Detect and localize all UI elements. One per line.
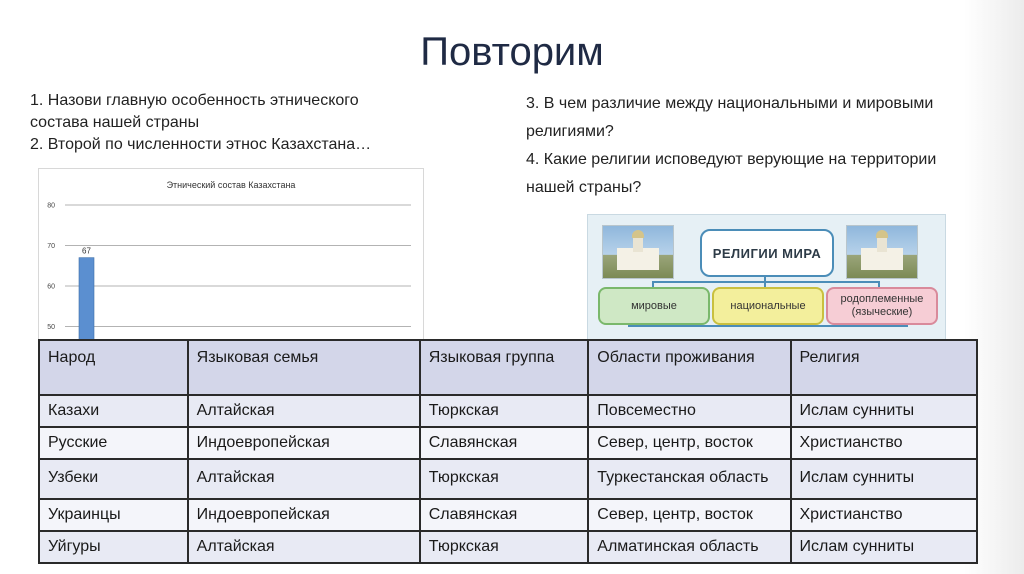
table-cell: Славянская: [420, 427, 589, 459]
table-row: [39, 531, 977, 563]
y-tick-label: 60: [47, 283, 55, 291]
table-header-row: [39, 340, 977, 395]
category-national: национальные: [712, 287, 824, 325]
ethnic-composition-chart: [38, 168, 424, 350]
table-cell: Север, центр, восток: [588, 427, 790, 459]
table-row: [39, 427, 977, 459]
table-cell: Украинцы: [39, 499, 188, 531]
table-cell: Ислам сунниты: [791, 395, 978, 427]
question-line: нашей страны?: [526, 179, 642, 196]
table-row: [39, 499, 977, 531]
questions-right: [526, 90, 996, 202]
table-cell: Русские: [39, 427, 188, 459]
category-world: мировые: [598, 287, 710, 325]
table-row: [39, 459, 977, 499]
peoples-table: [38, 339, 978, 564]
y-tick-label: 50: [47, 324, 55, 331]
mosque-photo: [602, 225, 674, 279]
questions-left: [30, 90, 430, 156]
religions-diagram: [587, 214, 946, 346]
chart-title: Этнический состав Казахстана: [166, 180, 296, 190]
table-cell: Алтайская: [188, 459, 420, 499]
diagram-connector: [628, 325, 908, 327]
header-regions: Области проживания: [588, 340, 790, 395]
slide-title: Повторим: [420, 30, 604, 74]
header-language-group: Языковая группа: [420, 340, 589, 395]
chart-bar: [79, 258, 94, 349]
table-cell: Повсеместно: [588, 395, 790, 427]
header-religion: Религия: [791, 340, 978, 395]
question-line: 1. Назови главную особенность этнического: [30, 92, 359, 109]
question-line: 2. Второй по численности этнос Казахстана…: [30, 136, 372, 153]
table-cell: Север, центр, восток: [588, 499, 790, 531]
table-cell: Казахи: [39, 395, 188, 427]
y-tick-label: 70: [47, 243, 55, 250]
table-cell: Алтайская: [188, 395, 420, 427]
chart-svg: [39, 169, 423, 349]
category-tribal: родоплеменные (языческие): [826, 287, 938, 325]
table-cell: Индоевропейская: [188, 499, 420, 531]
table-cell: Христианство: [791, 427, 978, 459]
question-line: религиями?: [526, 123, 614, 140]
table-cell: Христианство: [791, 499, 978, 531]
table-cell: Узбеки: [39, 459, 188, 499]
table-cell: Тюркская: [420, 395, 589, 427]
question-line: состава нашей страны: [30, 114, 200, 131]
data-label: 67: [82, 246, 91, 256]
table-cell: Алматинская область: [588, 531, 790, 563]
diagram-connector: [652, 281, 880, 283]
table-cell: Славянская: [420, 499, 589, 531]
y-tick-label: 80: [47, 202, 55, 210]
church-photo: [846, 225, 918, 279]
header-language-family: Языковая семья: [188, 340, 420, 395]
table-cell: Уйгуры: [39, 531, 188, 563]
table-cell: Индоевропейская: [188, 427, 420, 459]
table-cell: Тюркская: [420, 459, 589, 499]
table-cell: Тюркская: [420, 531, 589, 563]
header-people: Народ: [39, 340, 188, 395]
table-row: [39, 395, 977, 427]
table-cell: Ислам сунниты: [791, 459, 978, 499]
table-cell: Ислам сунниты: [791, 531, 978, 563]
table-cell: Туркестанская область: [588, 459, 790, 499]
question-line: 4. Какие религии исповедуют верующие на территории: [526, 151, 937, 168]
table-cell: Алтайская: [188, 531, 420, 563]
diagram-main-label: РЕЛИГИИ МИРА: [700, 229, 834, 277]
question-line: 3. В чем различие между национальными и мировыми: [526, 95, 934, 112]
